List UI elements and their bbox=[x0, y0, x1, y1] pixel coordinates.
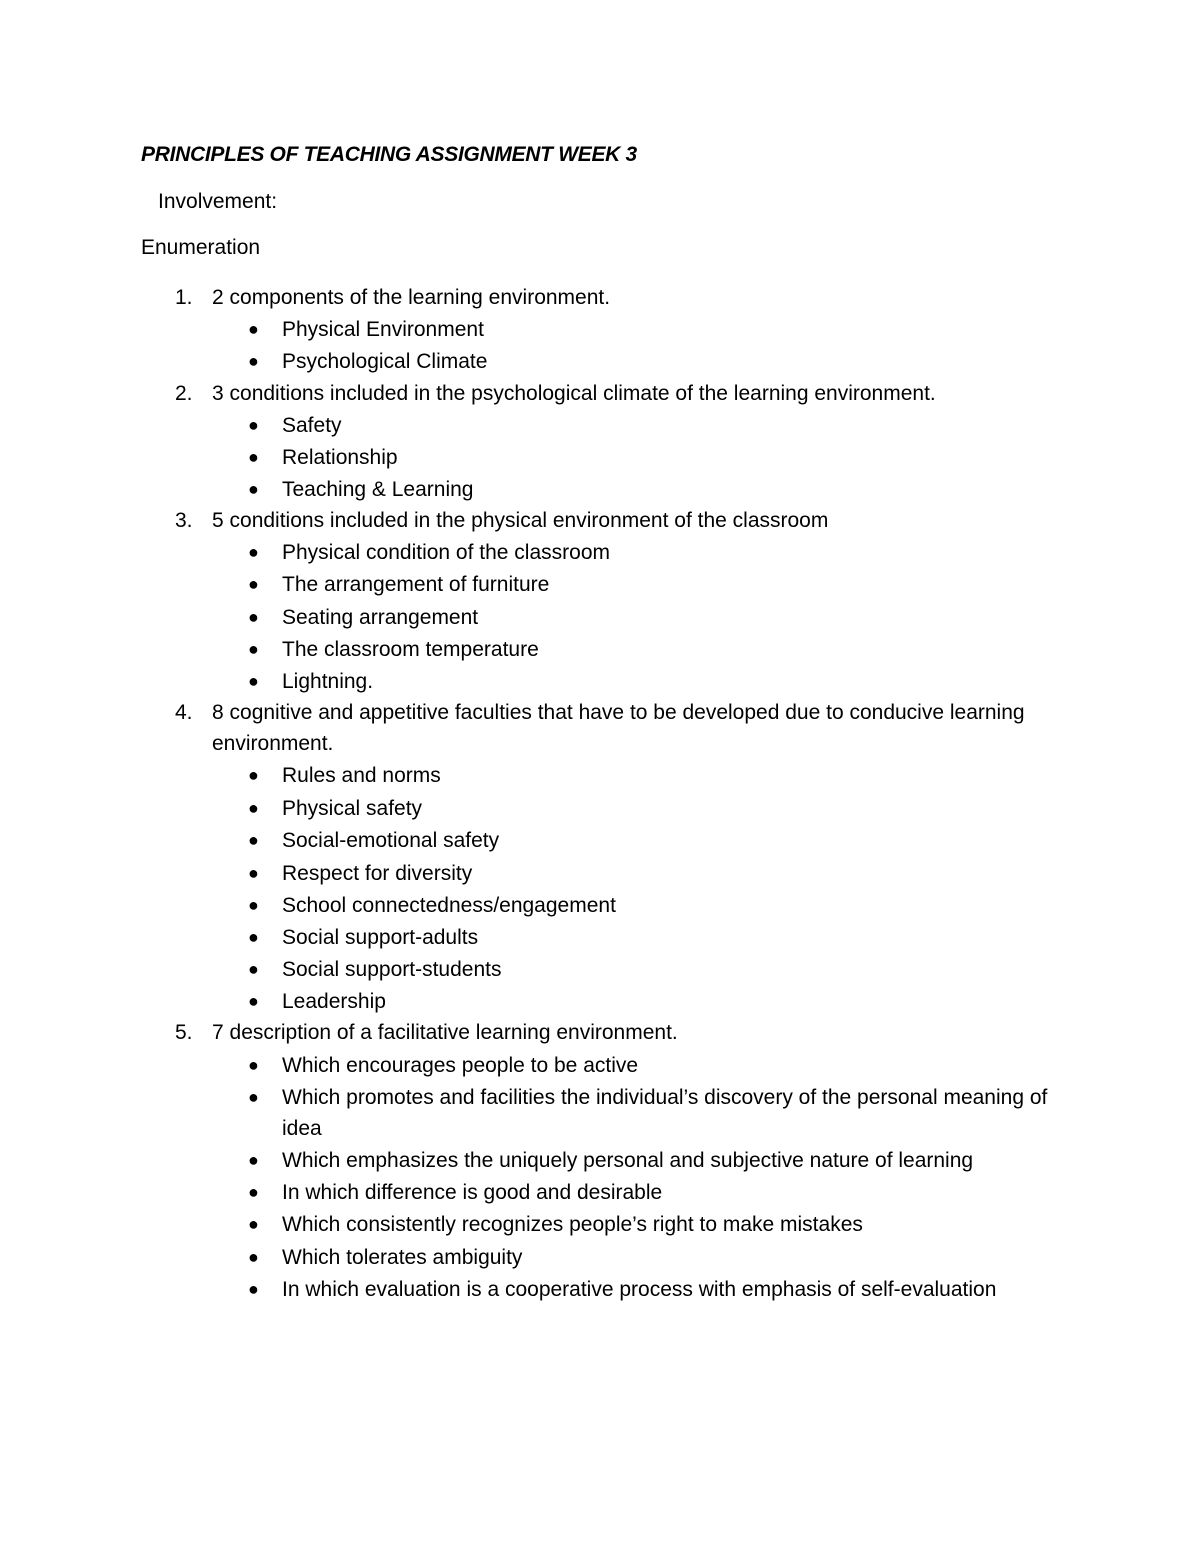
bullet-icon: ● bbox=[248, 830, 259, 850]
answer-text: Respect for diversity bbox=[282, 862, 473, 885]
bullet-icon: ● bbox=[248, 1055, 259, 1075]
bullet-icon: ● bbox=[248, 574, 259, 594]
question-text: 7 description of a facilitative learning environment. bbox=[212, 1021, 678, 1044]
bullet-icon: ● bbox=[248, 447, 259, 467]
answer-text: Safety bbox=[282, 414, 342, 437]
answer-text: Social-emotional safety bbox=[282, 829, 500, 852]
page-title: PRINCIPLES OF TEACHING ASSIGNMENT WEEK 3 bbox=[141, 143, 637, 166]
bullet-icon: ● bbox=[248, 1150, 259, 1170]
answer-text: Which consistently recognizes people’s right to make mistakes bbox=[282, 1213, 863, 1236]
bullet-icon: ● bbox=[248, 765, 259, 785]
involvement-label: Involvement: bbox=[158, 190, 278, 213]
bullet-icon: ● bbox=[248, 1279, 259, 1299]
bullet-icon: ● bbox=[248, 479, 259, 499]
bullet-icon: ● bbox=[248, 351, 259, 371]
bullet-icon: ● bbox=[248, 542, 259, 562]
answer-text: Physical Environment bbox=[282, 318, 484, 341]
question-number: 4. bbox=[175, 701, 193, 724]
answer-text: Lightning. bbox=[282, 670, 374, 693]
bullet-icon: ● bbox=[248, 319, 259, 339]
enumeration-heading: Enumeration bbox=[141, 236, 261, 259]
question-number: 2. bbox=[175, 382, 193, 405]
answer-text: School connectedness/engagement bbox=[282, 894, 616, 917]
answer-text: The classroom temperature bbox=[282, 638, 539, 661]
bullet-icon: ● bbox=[248, 1182, 259, 1202]
bullet-icon: ● bbox=[248, 991, 259, 1011]
question-number: 1. bbox=[175, 286, 193, 309]
answer-text: Which encourages people to be active bbox=[282, 1054, 639, 1077]
answer-text: Psychological Climate bbox=[282, 350, 488, 373]
bullet-icon: ● bbox=[248, 863, 259, 883]
answer-text: Social support-students bbox=[282, 958, 502, 981]
answer-text: The arrangement of furniture bbox=[282, 573, 550, 596]
answer-text: Physical safety bbox=[282, 797, 423, 820]
bullet-icon: ● bbox=[248, 1087, 259, 1107]
answer-text: Teaching & Learning bbox=[282, 478, 474, 501]
answer-text: In which difference is good and desirable bbox=[282, 1181, 663, 1204]
question-number: 3. bbox=[175, 509, 193, 532]
bullet-icon: ● bbox=[248, 798, 259, 818]
bullet-icon: ● bbox=[248, 927, 259, 947]
question-text: 5 conditions included in the physical environment of the classroom bbox=[212, 509, 829, 532]
question-text: 2 components of the learning environment. bbox=[212, 286, 611, 309]
answer-text: Rules and norms bbox=[282, 764, 441, 787]
bullet-icon: ● bbox=[248, 607, 259, 627]
answer-text: Social support-adults bbox=[282, 926, 479, 949]
answer-text: Which emphasizes the uniquely personal and subjective nature of learning bbox=[282, 1149, 974, 1172]
bullet-icon: ● bbox=[248, 895, 259, 915]
question-text: 3 conditions included in the psychological climate of the learning environment. bbox=[212, 382, 936, 405]
answer-text: Relationship bbox=[282, 446, 398, 469]
answer-text: Which promotes and facilities the individual’s discovery of the personal meaning of idea bbox=[282, 1086, 1048, 1140]
bullet-icon: ● bbox=[248, 415, 259, 435]
bullet-icon: ● bbox=[248, 1247, 259, 1267]
question-text: 8 cognitive and appetitive faculties that have to be developed due to conducive learning environment. bbox=[212, 701, 1025, 755]
answer-text: Which tolerates ambiguity bbox=[282, 1246, 523, 1269]
answer-text: Physical condition of the classroom bbox=[282, 541, 610, 564]
answer-text: In which evaluation is a cooperative process with emphasis of self-evaluation bbox=[282, 1278, 997, 1301]
question-number: 5. bbox=[175, 1021, 193, 1044]
bullet-icon: ● bbox=[248, 671, 259, 691]
bullet-icon: ● bbox=[248, 959, 259, 979]
bullet-icon: ● bbox=[248, 1214, 259, 1234]
answer-text: Seating arrangement bbox=[282, 606, 479, 629]
bullet-icon: ● bbox=[248, 639, 259, 659]
answer-text: Leadership bbox=[282, 990, 386, 1013]
